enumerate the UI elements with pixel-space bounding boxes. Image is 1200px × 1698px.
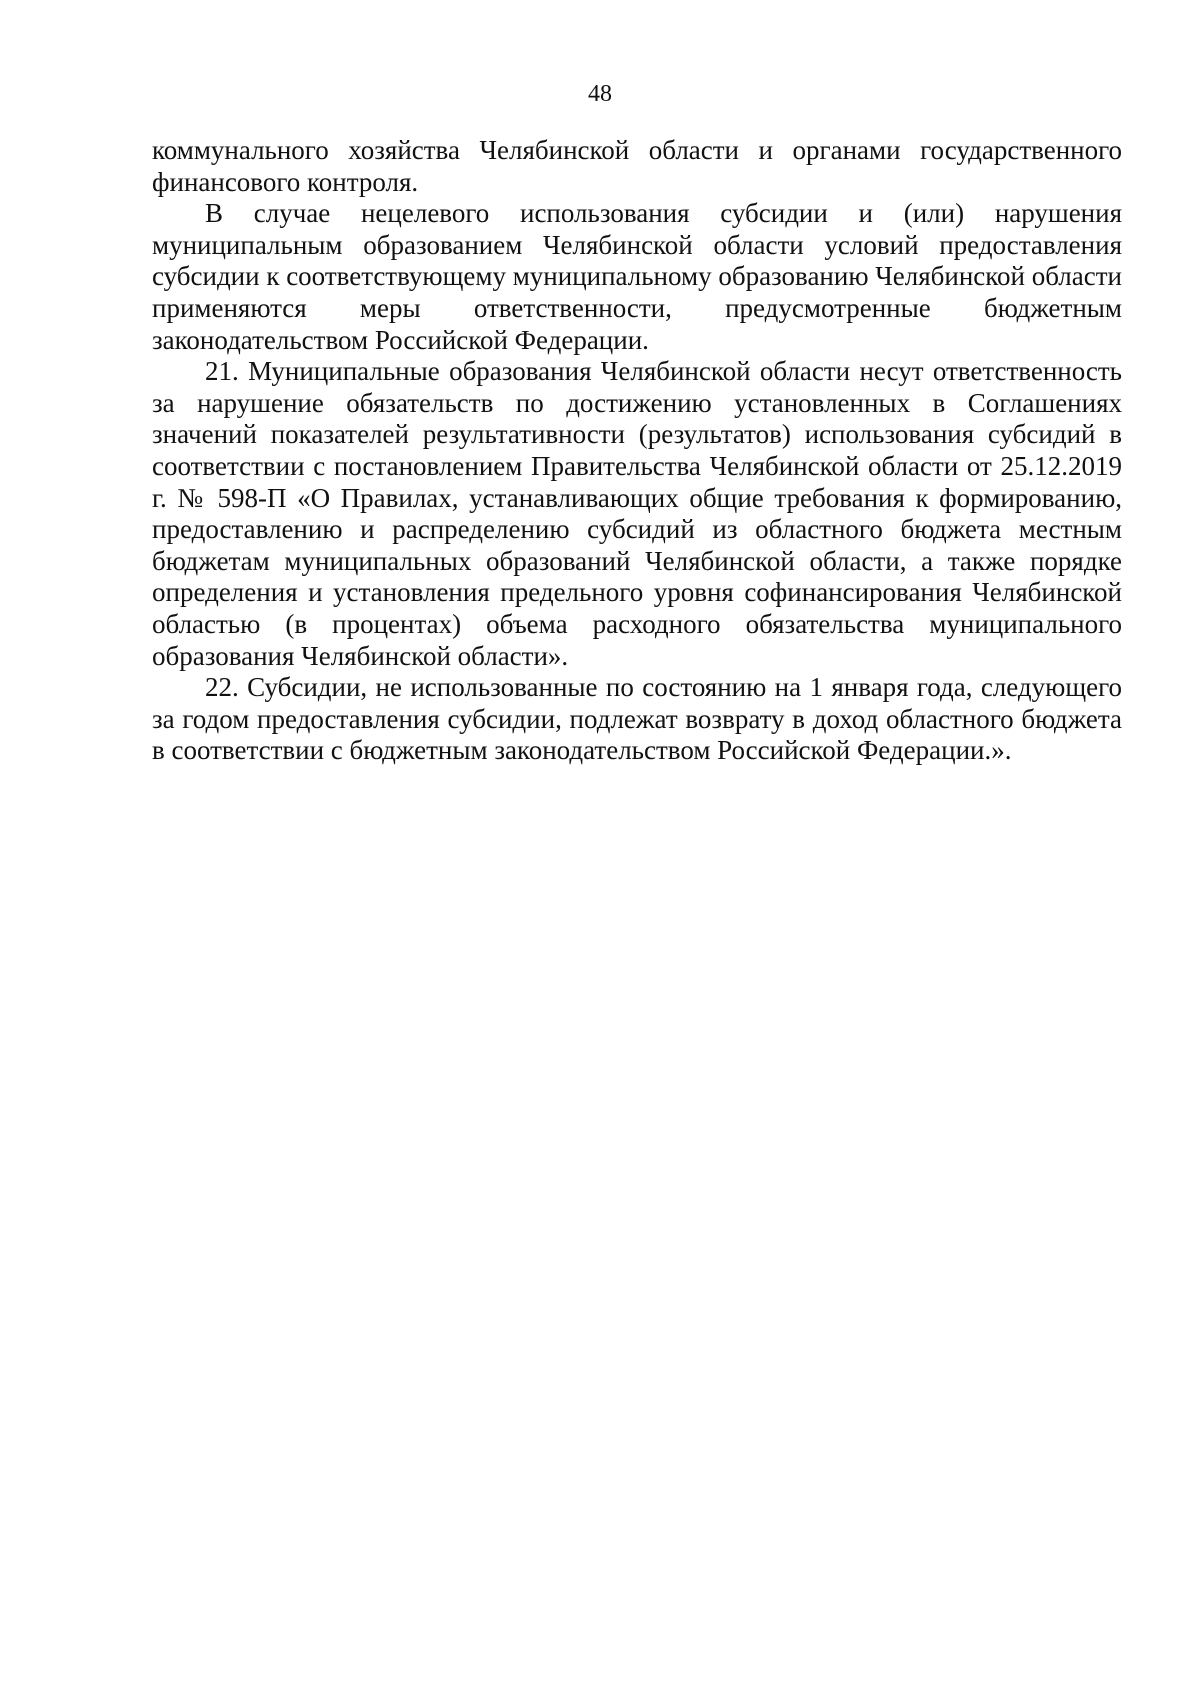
page-number: 48: [588, 81, 612, 107]
paragraph-misuse-liability: В случае нецелевого использования субсидии и (или) нарушения муниципальным образованием Челябинской области условий предоставления субсидии к соответствующему муниципальному образованию Челябинской области применяются меры ответственности, предусмотренные бюджетным законодательством Российской Федерации.: [152, 198, 1122, 355]
paragraph-item-22: 22. Субсидии, не использованные по состоянию на 1 января года, следующего за годом предоставления субсидии, подлежат возврату в доход областного бюджета в соответствии с бюджетным законодательством Российской Федерации.».: [152, 672, 1122, 766]
paragraph-continuation: коммунального хозяйства Челябинской области и органами государственного финансового контроля.: [152, 135, 1122, 197]
document-body: [152, 135, 1122, 767]
paragraph-item-21: 21. Муниципальные образования Челябинской области несут ответственность за нарушение обязательств по достижению установленных в Соглашениях значений показателей результативности (результатов) использования субсидий в соответствии с постановлением Правительства Челябинской области от 25.12.2019 г. № 598-П «О Правилах, устанавливающих общие требования к формированию, предоставлению и распределению субсидий из областного бюджета местным бюджетам муниципальных образований Челябинской области, а также порядке определения и установления предельного уровня софинансирования Челябинской областью (в процентах) объема расходного обязательства муниципального образования Челябинской области».: [152, 356, 1122, 671]
